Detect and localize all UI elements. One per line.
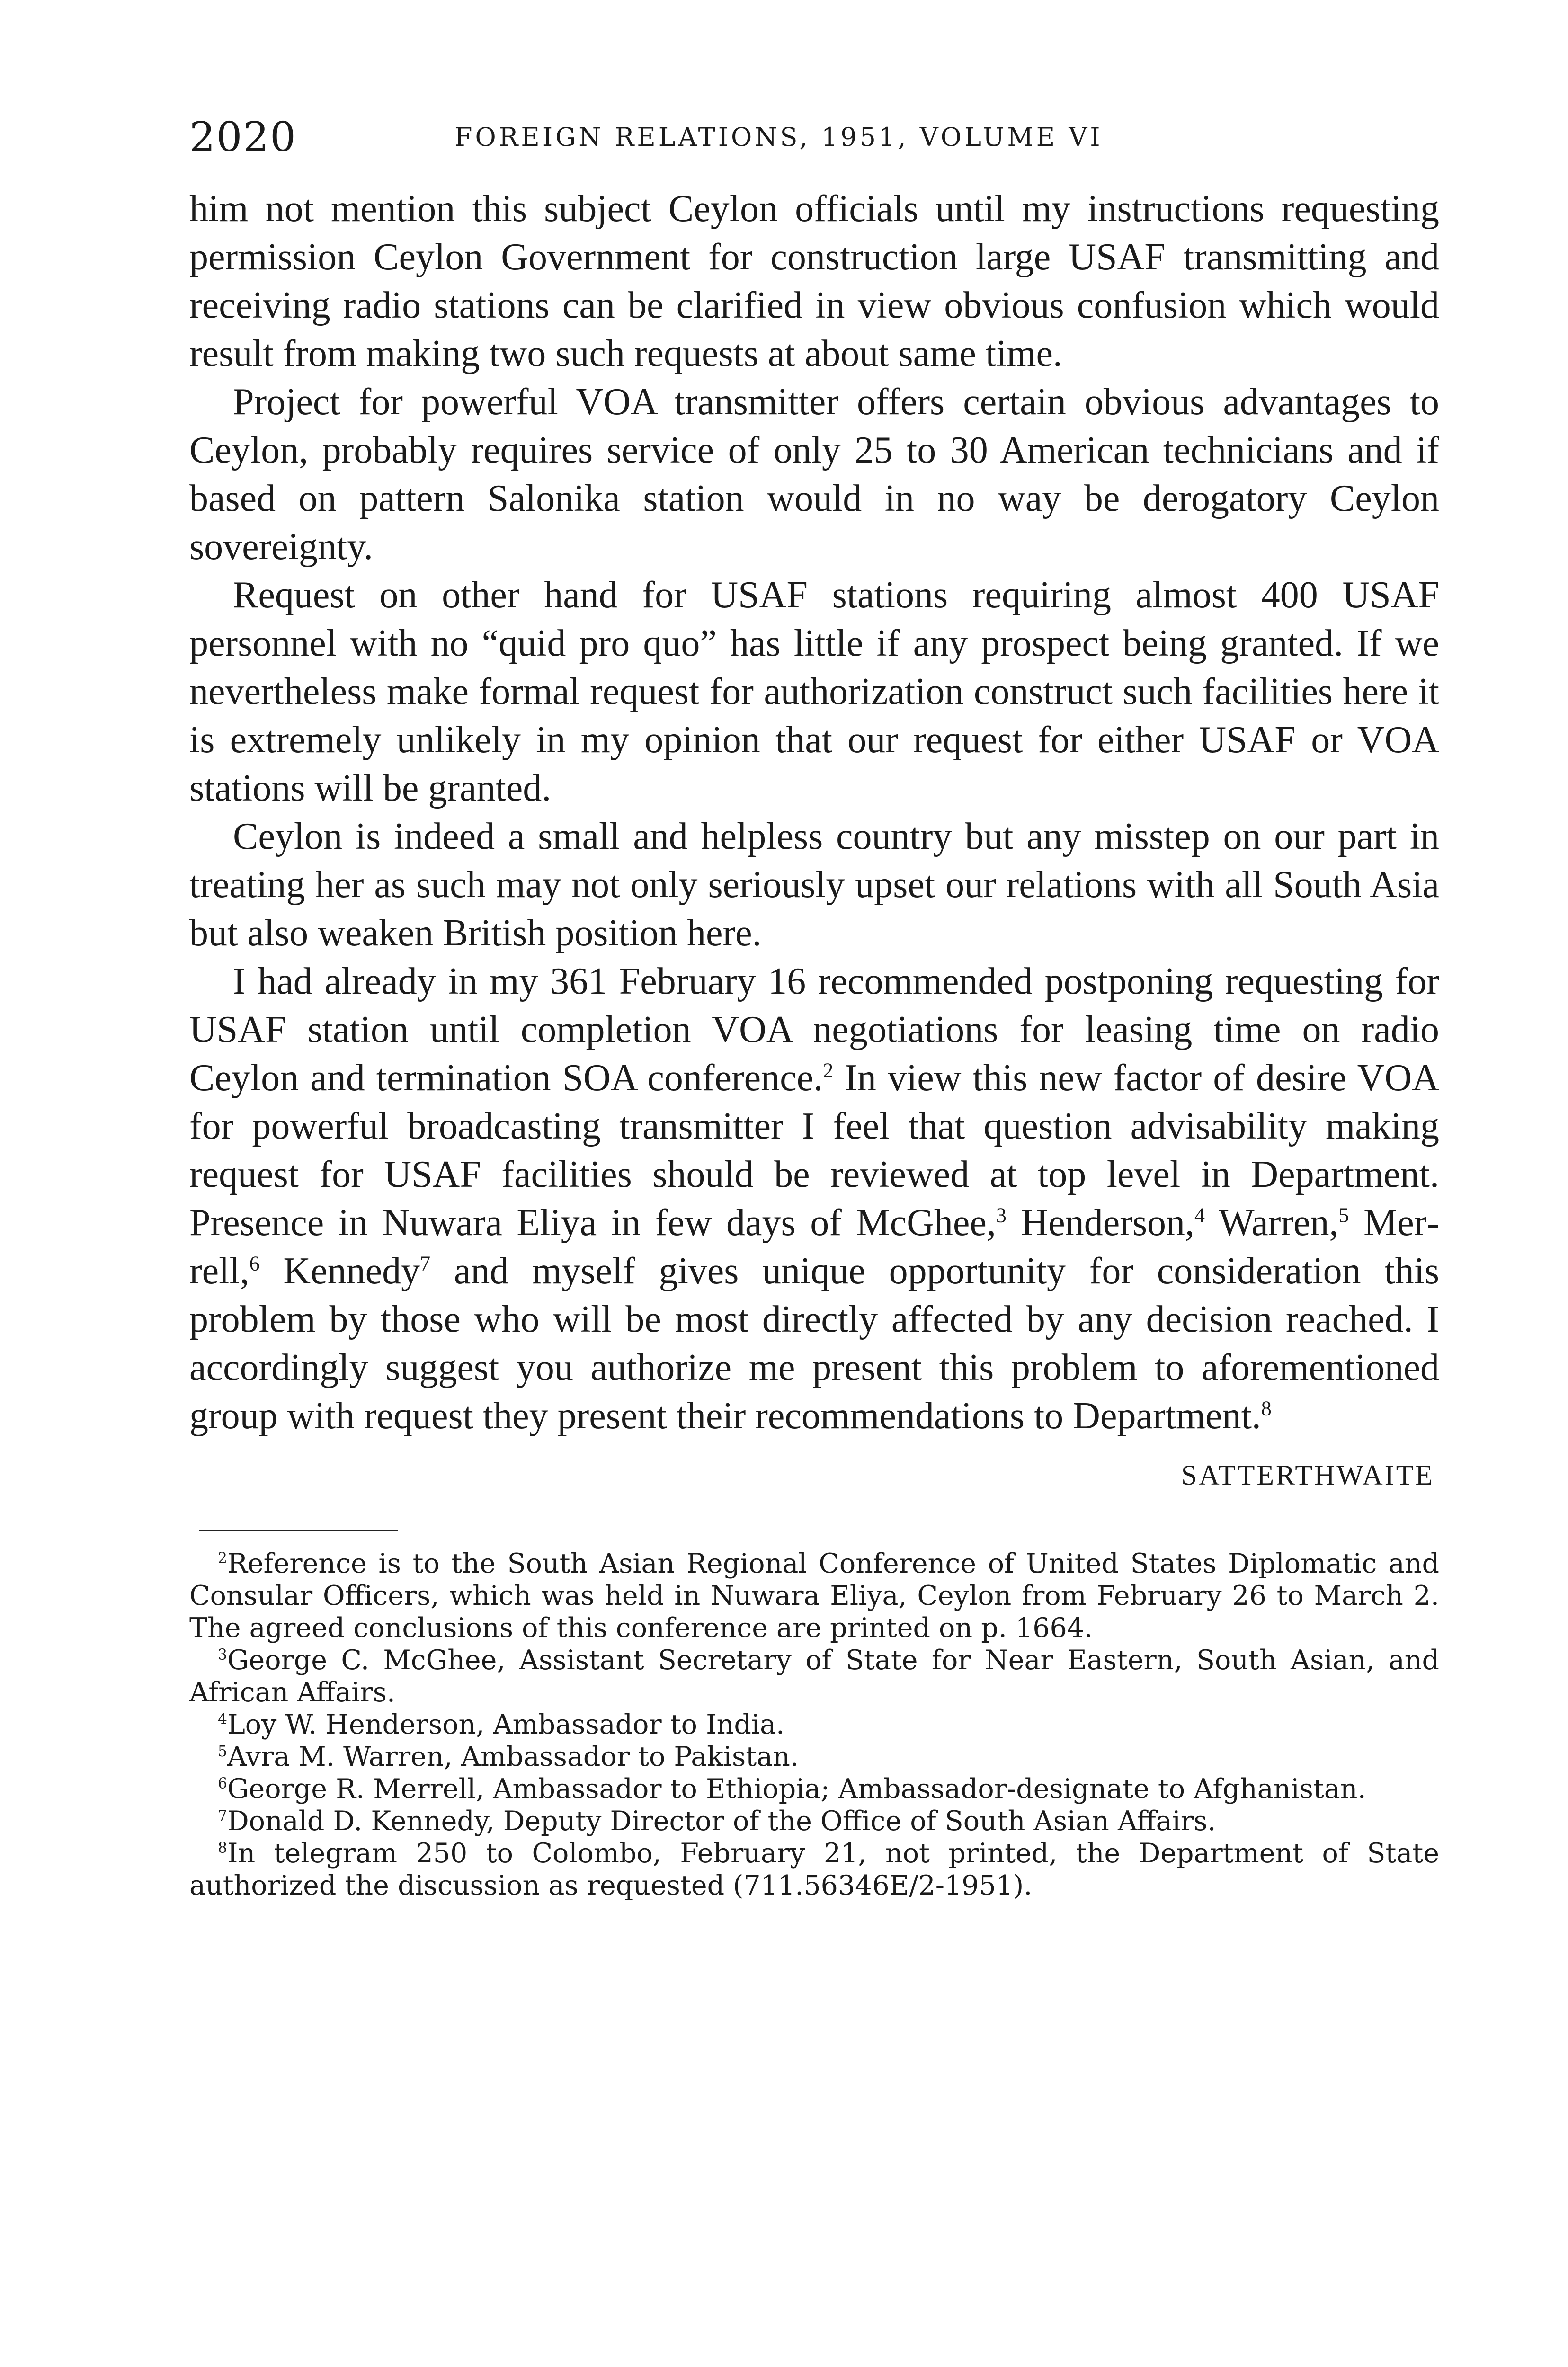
footnote-text: George R. Merrell, Ambassador to Ethiopia; Ambassador-designate to Afghanistan.	[227, 1773, 1366, 1805]
footnote-3	[189, 1644, 1439, 1709]
paragraph-1: him not mention this subject Ceylon officials until my instructions requesting permission Ceylon Government for construction large USAF transmitting and receiving radio stations can be clarified in view obvious confusion which would result from making two such requests at about same time.	[189, 188, 1439, 374]
footnote-text: In telegram 250 to Colombo, February 21, not printed, the Department of State authorized the discussion as requested (711.56346E/2-1951).	[189, 1838, 1439, 1901]
footnote-6	[189, 1773, 1439, 1805]
body-text	[189, 185, 1439, 1440]
footnote-number: 5	[218, 1743, 227, 1760]
footnote-7	[189, 1805, 1439, 1837]
footnote-4	[189, 1709, 1439, 1741]
signature: SATTERTHWAITE	[1181, 1459, 1434, 1491]
footnote-number: 6	[218, 1775, 227, 1792]
footnote-8	[189, 1837, 1439, 1902]
footnotes	[189, 1548, 1439, 1902]
footnote-number: 2	[218, 1550, 227, 1567]
footnote-5	[189, 1741, 1439, 1773]
paragraph-4: Ceylon is indeed a small and helpless country but any misstep on our part in treating her as such may not only seriously upset our relations with all South Asia but also weaken British position here.	[189, 816, 1439, 954]
footnote-divider	[199, 1530, 398, 1531]
running-head	[189, 109, 1439, 175]
paragraph-3: Request on other hand for USAF stations requiring almost 400 USAF personnel with no “quid pro quo” has little if any prospect being granted. If we nevertheless make formal request for authorization construct such facilities here it is extremely unlikely in my opinion that our request for either USAF or VOA stations will be granted.	[189, 574, 1439, 809]
footnote-ref-8[interactable]: 8	[1261, 1397, 1272, 1420]
footnote-number: 7	[218, 1807, 227, 1824]
footnote-ref-5[interactable]: 5	[1338, 1203, 1349, 1227]
footnote-ref-6[interactable]: 6	[249, 1252, 260, 1275]
paragraph-5-text-b: In view this new factor of desire VOA for powerful broadcasting transmitter I feel that question advisability making request for USAF facilities should be reviewed at top level in Department. Presence in Nuwara Eliya in few days of McGhee,	[189, 1057, 1439, 1244]
paragraph-5	[189, 957, 1439, 1440]
page-number: 2020	[189, 114, 297, 161]
footnote-ref-3[interactable]: 3	[996, 1203, 1007, 1227]
running-head-title: FOREIGN RELATIONS, 1951, VOLUME VI	[454, 122, 1103, 152]
paragraph-5-text-a: I had already in my 361 February 16 recommended postponing requesting for USAF station until completion VOA negotiations for leasing time on radio Ceylon and termination SOA conference.	[189, 961, 1439, 1099]
footnote-text: Avra M. Warren, Ambassador to Pakistan.	[227, 1741, 799, 1772]
footnote-text: Donald D. Kennedy, Deputy Director of the Office of South Asian Affairs.	[227, 1806, 1216, 1837]
paragraph-5-text-e: Merrell,	[189, 1202, 1440, 1292]
footnote-text: Reference is to the South Asian Regional Conference of United States Diplomatic and Consular Officers, which was held in Nuwara Eliya, Ceylon from February 26 to March 2. The agreed conclusions of this conference are printed on p. 1664.	[189, 1548, 1439, 1644]
document-page	[189, 109, 1439, 2367]
footnote-ref-7[interactable]: 7	[420, 1252, 431, 1275]
paragraph-5-text-g: and myself gives unique opportunity for consideration this problem by those who will be most directly affected by any decision reached. I accordingly suggest you authorize me present this problem to aforementioned group with request they present their recommendations to Department.	[189, 1250, 1439, 1437]
footnote-number: 4	[218, 1711, 227, 1728]
footnote-number: 3	[218, 1646, 227, 1664]
footnote-text: Loy W. Henderson, Ambassador to India.	[227, 1709, 785, 1740]
footnote-ref-4[interactable]: 4	[1194, 1203, 1205, 1227]
paragraph-5-text-f: Kennedy	[259, 1250, 420, 1292]
paragraph-2: Project for powerful VOA transmitter offers certain obvious advantages to Ceylon, probably requires service of only 25 to 30 American technicians and if based on pattern Salonika station would in no way be derogatory Ceylon sovereignty.	[189, 381, 1439, 568]
footnote-ref-2[interactable]: 2	[823, 1059, 834, 1082]
footnote-number: 8	[218, 1840, 227, 1857]
footnote-2	[189, 1548, 1439, 1644]
paragraph-5-text-d: Warren,	[1205, 1202, 1339, 1244]
paragraph-5-text-c: Henderson,	[1006, 1202, 1195, 1244]
footnote-text: George C. McGhee, Assistant Secretary of State for Near Eastern, South Asian, and African Affairs.	[189, 1645, 1439, 1708]
